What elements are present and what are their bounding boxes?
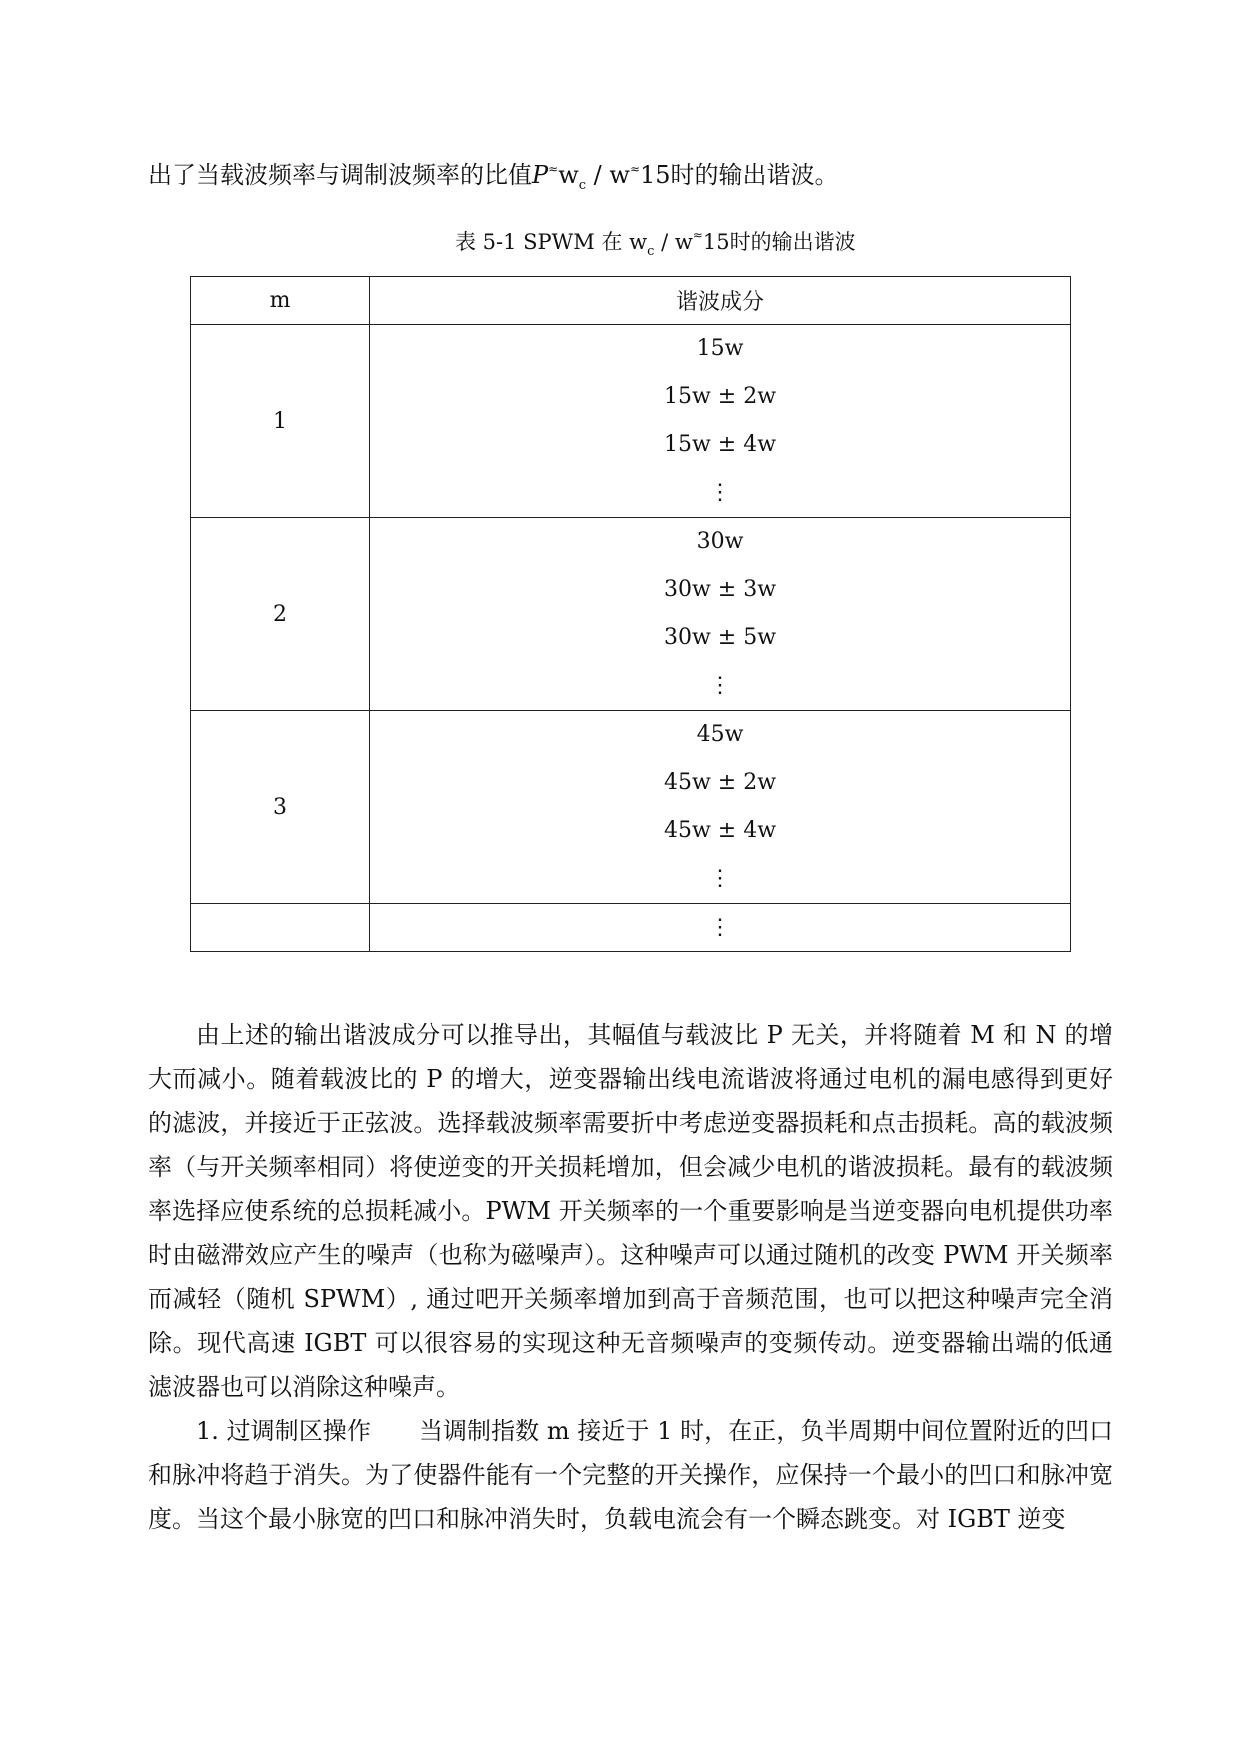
- row-m-value: 2: [191, 518, 370, 711]
- header-components: 谐波成分: [370, 277, 1071, 325]
- table-caption: 表 5-1 SPWM 在 $w_c / w^\approx 15$时的输出谐波: [455, 228, 856, 259]
- paragraph: [148, 1409, 1113, 1541]
- ellipsis: ⋮: [709, 673, 731, 698]
- component: 15w ± 4w: [663, 432, 777, 457]
- component: 30w: [696, 529, 744, 554]
- p-symbol: P: [532, 161, 549, 189]
- table-row: [191, 325, 1071, 518]
- table-row: [191, 711, 1071, 904]
- ellipsis: ⋮: [709, 866, 731, 891]
- component: 15w ± 2w: [663, 384, 777, 409]
- intro-line: [148, 163, 839, 192]
- ellipsis: ⋮: [709, 480, 731, 505]
- table-row-continuation: [191, 904, 1071, 952]
- intro-text-before: 出了当载波频率与调制波频率的比值: [148, 161, 532, 189]
- section-text: 当调制指数 m 接近于 1 时，在正，负半周期中间位置附近的凹口和脉冲将趋于消失。为了使器件能有一个完整的开关操作，应保持一个最小的凹口和脉冲宽度。当这个最小脉宽的凹口和脉冲消失时，负载电流会有一个瞬态跳变。对 IGBT 逆变: [148, 1417, 1113, 1533]
- row-components: [370, 518, 1071, 711]
- component: 15w: [696, 336, 744, 361]
- component: 45w ± 4w: [663, 818, 777, 843]
- row-m-value: [191, 904, 370, 952]
- body-text: [148, 1013, 1113, 1541]
- component: 30w ± 5w: [663, 625, 777, 650]
- paragraph: 由上述的输出谐波成分可以推导出，其幅值与载波比 P 无关，并将随着 M 和 N 的增大而减小。随着载波比的 P 的增大，逆变器输出线电流谐波将通过电机的漏电感得到更好的滤波，并接近于正弦波。选择载波频率需要折中考虑逆变器损耗和点击损耗。高的载波频率（与开关频率相同）将使逆变的开关损耗增加，但会减少电机的谐波损耗。最有的载波频率选择应使系统的总损耗减小。PWM 开关频率的一个重要影响是当逆变器向电机提供功率时由磁滞效应产生的噪声（也称为磁噪声）。这种噪声可以通过随机的改变 PWM 开关频率而减轻（随机 SPWM）, 通过吧开关频率增加到高于音频范围，也可以把这种噪声完全消除。现代高速 IGBT 可以很容易的实现这种无音频噪声的变频传动。逆变器输出端的低通滤波器也可以消除这种噪声。: [148, 1021, 1113, 1401]
- component: 30w ± 3w: [663, 577, 777, 602]
- ellipsis: ⋮: [370, 904, 1071, 952]
- component: 45w: [696, 722, 744, 747]
- table-row: [191, 518, 1071, 711]
- row-m-value: 1: [191, 325, 370, 518]
- component: 45w ± 2w: [663, 770, 777, 795]
- section-heading: 1. 过调制区操作: [196, 1417, 371, 1445]
- header-m: m: [191, 277, 370, 325]
- table-header-row: [191, 277, 1071, 325]
- intro-text-after: 时的输出谐波。: [670, 161, 839, 189]
- row-components: [370, 711, 1071, 904]
- intro-formula: $P^\approx w_c / w^\approx 15$: [532, 161, 671, 193]
- harmonics-table: [190, 276, 1071, 952]
- row-components: [370, 325, 1071, 518]
- row-m-value: 3: [191, 711, 370, 904]
